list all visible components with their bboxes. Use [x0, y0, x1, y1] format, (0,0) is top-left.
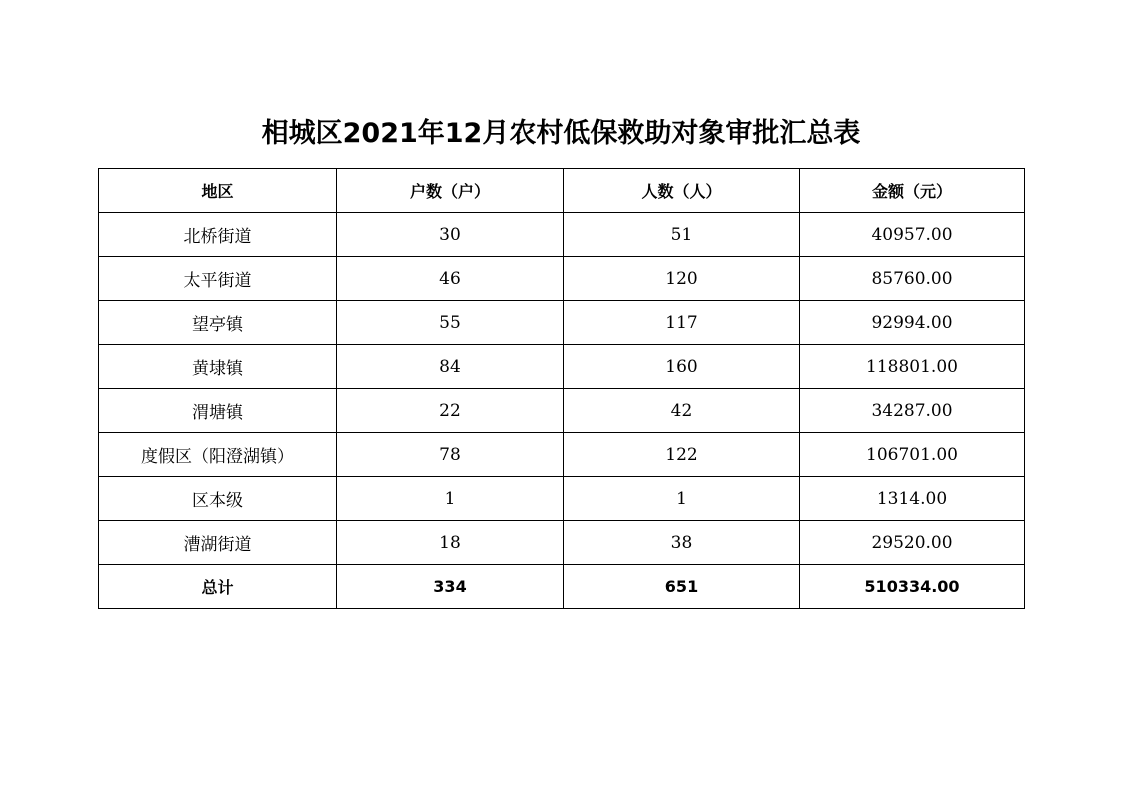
- total-amount: 510334.00: [800, 565, 1025, 609]
- table-row: [99, 301, 1025, 345]
- total-persons: 651: [564, 565, 800, 609]
- header-amount: 金额（元）: [800, 169, 1025, 213]
- cell-persons: 1: [564, 477, 800, 521]
- cell-persons: 160: [564, 345, 800, 389]
- cell-amount: 40957.00: [800, 213, 1025, 257]
- cell-persons: 38: [564, 521, 800, 565]
- cell-persons: 51: [564, 213, 800, 257]
- cell-persons: 120: [564, 257, 800, 301]
- cell-households: 22: [337, 389, 564, 433]
- cell-households: 18: [337, 521, 564, 565]
- table-row: [99, 345, 1025, 389]
- table-row: [99, 257, 1025, 301]
- table-row: [99, 433, 1025, 477]
- cell-amount: 29520.00: [800, 521, 1025, 565]
- total-households: 334: [337, 565, 564, 609]
- table-total-row: [99, 565, 1025, 609]
- document-title: 相城区2021年12月农村低保救助对象审批汇总表: [261, 118, 861, 149]
- cell-region: 度假区（阳澄湖镇）: [99, 433, 337, 477]
- header-persons: 人数（人）: [564, 169, 800, 213]
- table-row: [99, 521, 1025, 565]
- table-row: [99, 477, 1025, 521]
- cell-households: 55: [337, 301, 564, 345]
- cell-households: 1: [337, 477, 564, 521]
- total-label: 总计: [99, 565, 337, 609]
- cell-persons: 117: [564, 301, 800, 345]
- cell-region: 漕湖街道: [99, 521, 337, 565]
- cell-households: 46: [337, 257, 564, 301]
- header-region: 地区: [99, 169, 337, 213]
- cell-households: 78: [337, 433, 564, 477]
- cell-region: 望亭镇: [99, 301, 337, 345]
- cell-amount: 85760.00: [800, 257, 1025, 301]
- table-header-row: [99, 169, 1025, 213]
- cell-persons: 42: [564, 389, 800, 433]
- cell-region: 区本级: [99, 477, 337, 521]
- cell-region: 北桥街道: [99, 213, 337, 257]
- cell-region: 太平街道: [99, 257, 337, 301]
- cell-amount: 34287.00: [800, 389, 1025, 433]
- cell-amount: 92994.00: [800, 301, 1025, 345]
- approval-summary-table: [98, 168, 1025, 609]
- cell-households: 84: [337, 345, 564, 389]
- header-households: 户数（户）: [337, 169, 564, 213]
- table-row: [99, 389, 1025, 433]
- cell-region: 黄埭镇: [99, 345, 337, 389]
- cell-persons: 122: [564, 433, 800, 477]
- cell-amount: 1314.00: [800, 477, 1025, 521]
- cell-region: 渭塘镇: [99, 389, 337, 433]
- cell-amount: 106701.00: [800, 433, 1025, 477]
- cell-amount: 118801.00: [800, 345, 1025, 389]
- table-row: [99, 213, 1025, 257]
- cell-households: 30: [337, 213, 564, 257]
